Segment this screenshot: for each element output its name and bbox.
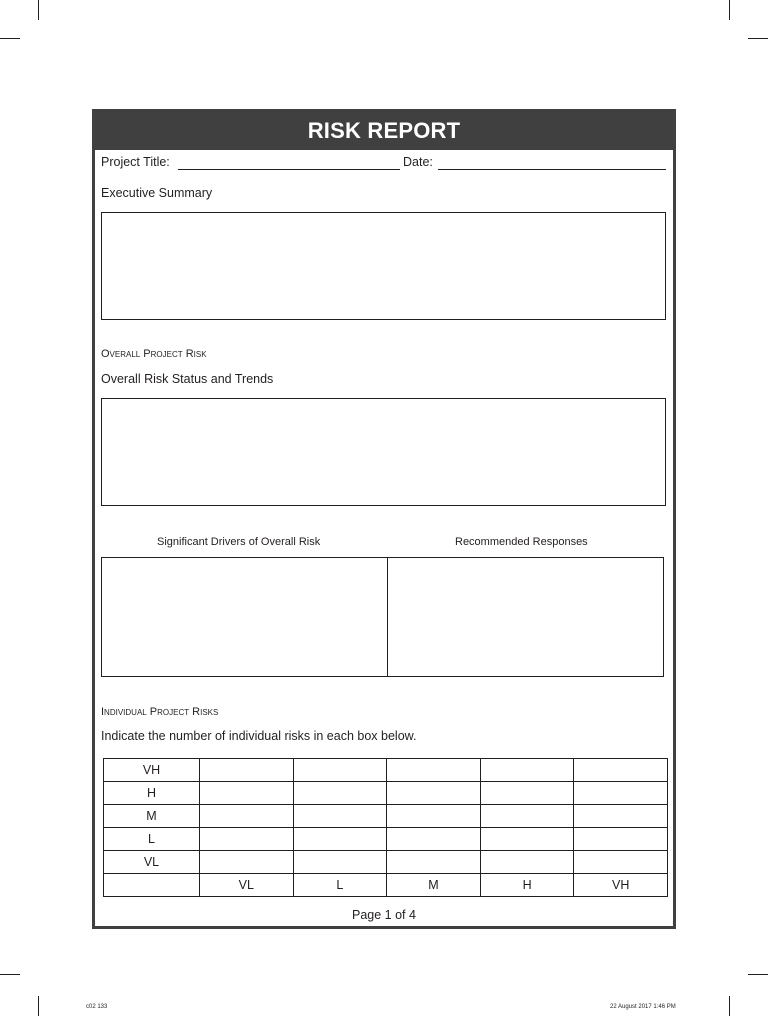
crop-mark bbox=[729, 996, 730, 1016]
project-title-label: Project Title: bbox=[101, 155, 170, 169]
grid-cell[interactable] bbox=[480, 759, 574, 782]
grid-cell[interactable] bbox=[387, 782, 481, 805]
table-row bbox=[104, 874, 668, 897]
grid-cell[interactable] bbox=[480, 851, 574, 874]
date-label: Date: bbox=[403, 155, 433, 169]
table-row bbox=[104, 828, 668, 851]
executive-summary-box[interactable] bbox=[101, 212, 666, 320]
column-label: L bbox=[293, 874, 387, 897]
instruction-text: Indicate the number of individual risks in each box below. bbox=[101, 729, 417, 743]
grid-cell[interactable] bbox=[574, 782, 668, 805]
table-row bbox=[104, 759, 668, 782]
grid-cell[interactable] bbox=[293, 805, 387, 828]
grid-cell[interactable] bbox=[200, 828, 294, 851]
grid-cell[interactable] bbox=[480, 782, 574, 805]
overall-project-risk-heading: Overall Project Risk bbox=[101, 348, 207, 360]
executive-summary-heading: Executive Summary bbox=[101, 186, 213, 200]
column-label: M bbox=[387, 874, 481, 897]
grid-cell[interactable] bbox=[574, 805, 668, 828]
project-title-field[interactable] bbox=[178, 169, 400, 170]
grid-cell[interactable] bbox=[574, 759, 668, 782]
risk-grid bbox=[103, 758, 668, 897]
page-title: RISK REPORT bbox=[95, 112, 673, 150]
crop-mark bbox=[748, 38, 768, 39]
crop-mark bbox=[748, 974, 768, 975]
date-field[interactable] bbox=[438, 169, 666, 170]
print-slug-left: c02 133 bbox=[86, 1004, 108, 1010]
grid-cell[interactable] bbox=[293, 828, 387, 851]
row-label: M bbox=[104, 805, 200, 828]
row-label: VH bbox=[104, 759, 200, 782]
table-row bbox=[104, 805, 668, 828]
column-label: VH bbox=[574, 874, 668, 897]
crop-mark bbox=[729, 0, 730, 20]
grid-cell[interactable] bbox=[480, 805, 574, 828]
individual-project-risks-heading: Individual Project Risks bbox=[101, 706, 219, 718]
grid-cell[interactable] bbox=[387, 851, 481, 874]
grid-cell[interactable] bbox=[293, 851, 387, 874]
table-row bbox=[104, 851, 668, 874]
row-label: VL bbox=[104, 851, 200, 874]
drivers-heading: Significant Drivers of Overall Risk bbox=[157, 536, 321, 548]
drivers-box[interactable] bbox=[101, 557, 388, 677]
row-label: L bbox=[104, 828, 200, 851]
responses-box[interactable] bbox=[387, 557, 664, 677]
print-slug-right: 22 August 2017 1:46 PM bbox=[610, 1004, 676, 1010]
overall-status-box[interactable] bbox=[101, 398, 666, 506]
grid-cell[interactable] bbox=[200, 759, 294, 782]
page-number: Page 1 of 4 bbox=[352, 908, 416, 922]
column-label: VL bbox=[200, 874, 294, 897]
crop-mark bbox=[38, 996, 39, 1016]
crop-mark bbox=[0, 974, 20, 975]
grid-cell[interactable] bbox=[480, 828, 574, 851]
grid-cell[interactable] bbox=[200, 851, 294, 874]
column-label: H bbox=[480, 874, 574, 897]
grid-cell[interactable] bbox=[293, 782, 387, 805]
crop-mark bbox=[38, 0, 39, 20]
overall-status-heading: Overall Risk Status and Trends bbox=[101, 372, 274, 386]
risk-report-form bbox=[92, 109, 676, 929]
crop-mark bbox=[0, 38, 20, 39]
table-row bbox=[104, 782, 668, 805]
grid-cell[interactable] bbox=[387, 759, 481, 782]
grid-cell[interactable] bbox=[574, 851, 668, 874]
responses-heading: Recommended Responses bbox=[455, 536, 588, 548]
grid-cell[interactable] bbox=[200, 782, 294, 805]
corner-cell bbox=[104, 874, 200, 897]
row-label: H bbox=[104, 782, 200, 805]
grid-cell[interactable] bbox=[387, 828, 481, 851]
grid-cell[interactable] bbox=[293, 759, 387, 782]
grid-cell[interactable] bbox=[387, 805, 481, 828]
grid-cell[interactable] bbox=[200, 805, 294, 828]
grid-cell[interactable] bbox=[574, 828, 668, 851]
